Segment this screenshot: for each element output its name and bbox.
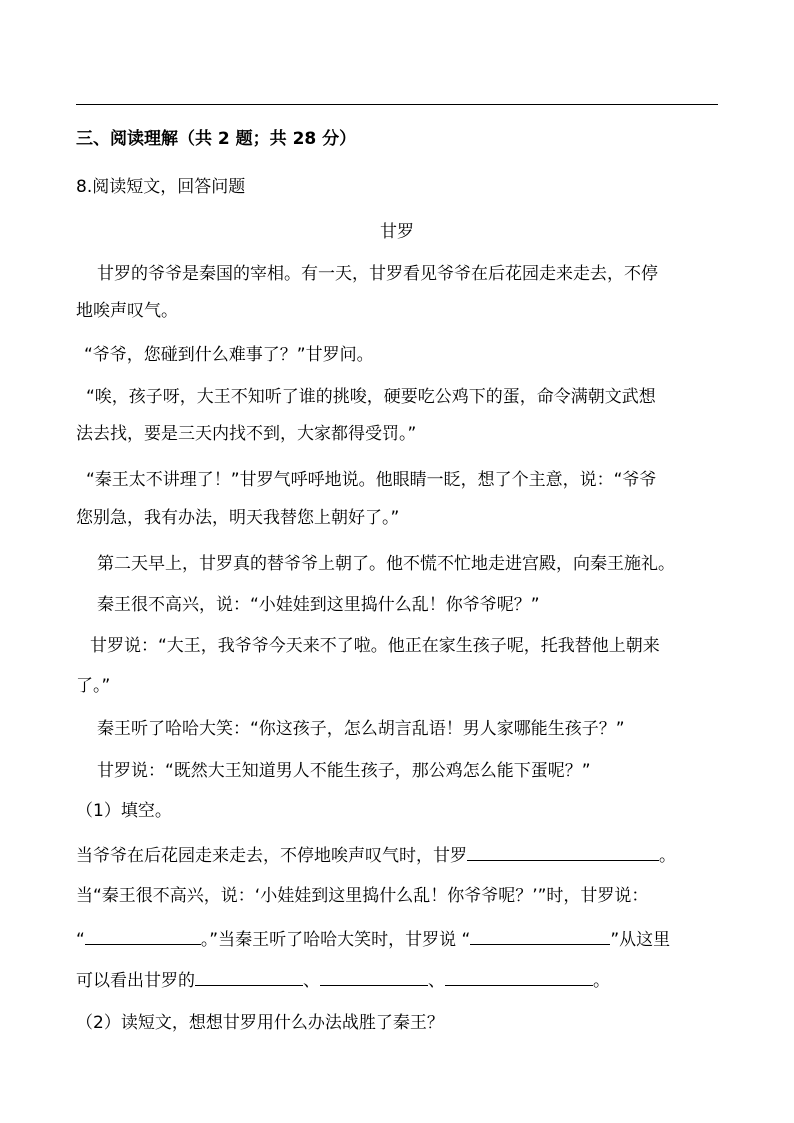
separator: 、: [303, 971, 320, 991]
passage-line: “爷爷，您碰到什么难事了？”甘罗问。: [84, 345, 374, 365]
passage-line: 甘罗说：“既然大王知道男人不能生孩子，那公鸡怎么能下蛋呢？”: [97, 761, 591, 781]
answer-blank[interactable]: [445, 968, 593, 986]
passage-line: “秦王太不讲理了！”甘罗气呼呼地说。他眼睛一眨，想了个主意，说：“爷爷: [86, 470, 657, 490]
fill-text: 当爷爷在后花园走来走去，不停地唉声叹气时，甘罗: [76, 846, 467, 866]
header-divider: [76, 104, 718, 105]
answer-blank[interactable]: [85, 927, 201, 945]
passage-line: 秦王很不高兴，说：“小娃娃到这里捣什么乱！你爷爷呢？”: [97, 595, 540, 615]
question-number-prompt: 8.阅读短文，回答问题: [76, 177, 246, 197]
answer-blank[interactable]: [195, 968, 303, 986]
passage-title: 甘罗: [380, 222, 414, 242]
separator: 、: [428, 971, 445, 991]
subquestion-1-label: （1）填空。: [76, 801, 172, 821]
fill-line-3: [76, 927, 670, 951]
passage-line: 甘罗的爷爷是秦国的宰相。有一天，甘罗看见爷爷在后花园走来走去，不停: [97, 264, 658, 284]
fill-line-1: [76, 843, 676, 867]
fill-text: 。: [593, 971, 610, 991]
passage-line: 您别急，我有办法，明天我替您上朝好了。”: [76, 508, 400, 528]
fill-text: 。”当秦王听了哈哈大笑时，甘罗说 “: [200, 930, 471, 950]
passage-line: 地唉声叹气。: [76, 301, 178, 321]
passage-line: 了。”: [76, 676, 111, 696]
fill-text: 可以看出甘罗的: [76, 971, 195, 991]
answer-blank[interactable]: [467, 843, 659, 861]
fill-line-2: 当“秦王很不高兴，说：‘小娃娃到这里捣什么乱！你爷爷呢？’”时，甘罗说：: [76, 886, 649, 906]
section-heading: 三、阅读理解（共 2 题；共 28 分）: [76, 129, 357, 149]
fill-text: ”从这里: [610, 930, 671, 950]
answer-blank[interactable]: [320, 968, 428, 986]
passage-line: 法去找，要是三天内找不到，大家都得受罚。”: [76, 424, 417, 444]
fill-text: 。: [659, 846, 676, 866]
passage-line: 第二天早上，甘罗真的替爷爷上朝了。他不慌不忙地走进宫殿，向秦王施礼。: [97, 554, 675, 574]
fill-line-4: [76, 968, 610, 992]
fill-text: “: [76, 930, 85, 950]
passage-line: “唉，孩子呀，大王不知听了谁的挑唆，硬要吃公鸡下的蛋，命令满朝文武想: [86, 387, 656, 407]
subquestion-2-label: （2）读短文，想想甘罗用什么办法战胜了秦王？: [76, 1013, 444, 1033]
passage-line: 甘罗说：“大王，我爷爷今天来不了啦。他正在家生孩子呢，托我替他上朝来: [90, 636, 660, 656]
answer-blank[interactable]: [470, 927, 610, 945]
passage-line: 秦王听了哈哈大笑：“你这孩子，怎么胡言乱语！男人家哪能生孩子？”: [97, 719, 625, 739]
